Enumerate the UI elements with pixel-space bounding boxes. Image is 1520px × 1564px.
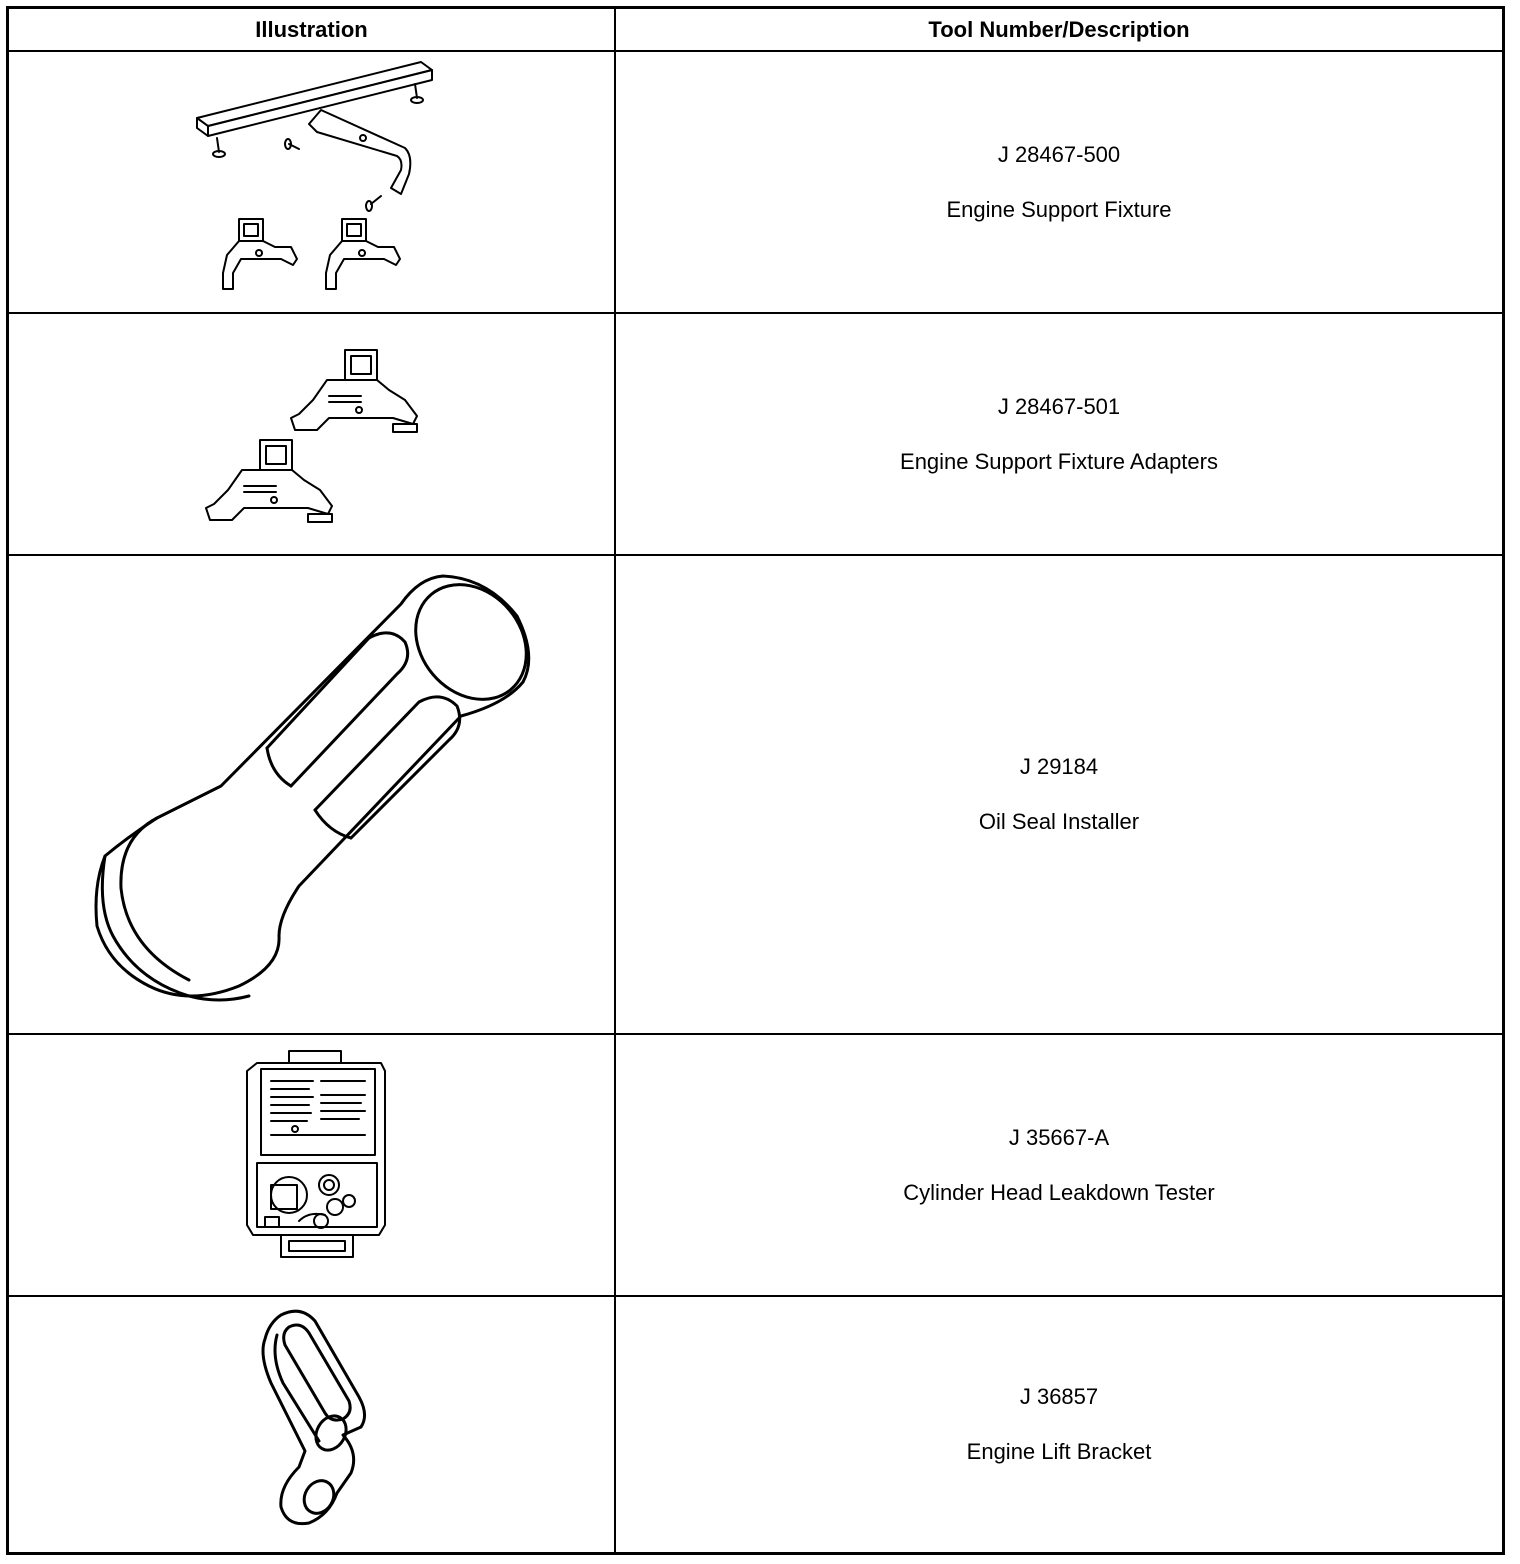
header-illustration: Illustration — [9, 9, 616, 50]
tool-description: Engine Lift Bracket — [966, 1439, 1152, 1464]
tool-description: Cylinder Head Leakdown Tester — [903, 1179, 1215, 1205]
tool-cell — [616, 1297, 1502, 1552]
tool-description: Engine Support Fixture Adapters — [900, 448, 1218, 474]
tool-number: J 36857 — [1019, 1384, 1099, 1409]
table-row — [9, 1297, 1502, 1552]
leakdown-tester-case-icon — [9, 1035, 614, 1295]
header-tool: Tool Number/Description — [928, 16, 1190, 42]
table-row — [9, 1035, 1502, 1297]
illustration-cell — [9, 314, 616, 554]
tool-number: J 28467-501 — [997, 393, 1121, 419]
fixture-adapters-icon — [9, 314, 614, 554]
illustration-cell — [9, 52, 616, 312]
tool-description: Engine Support Fixture — [946, 196, 1172, 222]
tool-number: J 35667-A — [1008, 1124, 1110, 1150]
tool-table — [6, 6, 1505, 1555]
illustration-cell — [9, 1297, 616, 1552]
illustration-cell — [9, 1035, 616, 1295]
table-row — [9, 314, 1502, 556]
tool-description: Oil Seal Installer — [978, 809, 1140, 834]
tool-cell — [616, 1035, 1502, 1295]
table-header — [9, 9, 1502, 52]
table-row — [9, 556, 1502, 1035]
tool-cell — [616, 52, 1502, 312]
illustration-cell — [9, 556, 616, 1033]
tool-number: J 29184 — [1019, 754, 1099, 779]
oil-seal-installer-icon — [9, 556, 614, 1033]
lift-bracket-icon — [9, 1297, 614, 1550]
table-row — [9, 52, 1502, 314]
tool-cell — [616, 314, 1502, 554]
tool-cell — [616, 556, 1502, 1033]
engine-support-fixture-icon — [9, 52, 614, 312]
tool-number: J 28467-500 — [997, 141, 1121, 167]
